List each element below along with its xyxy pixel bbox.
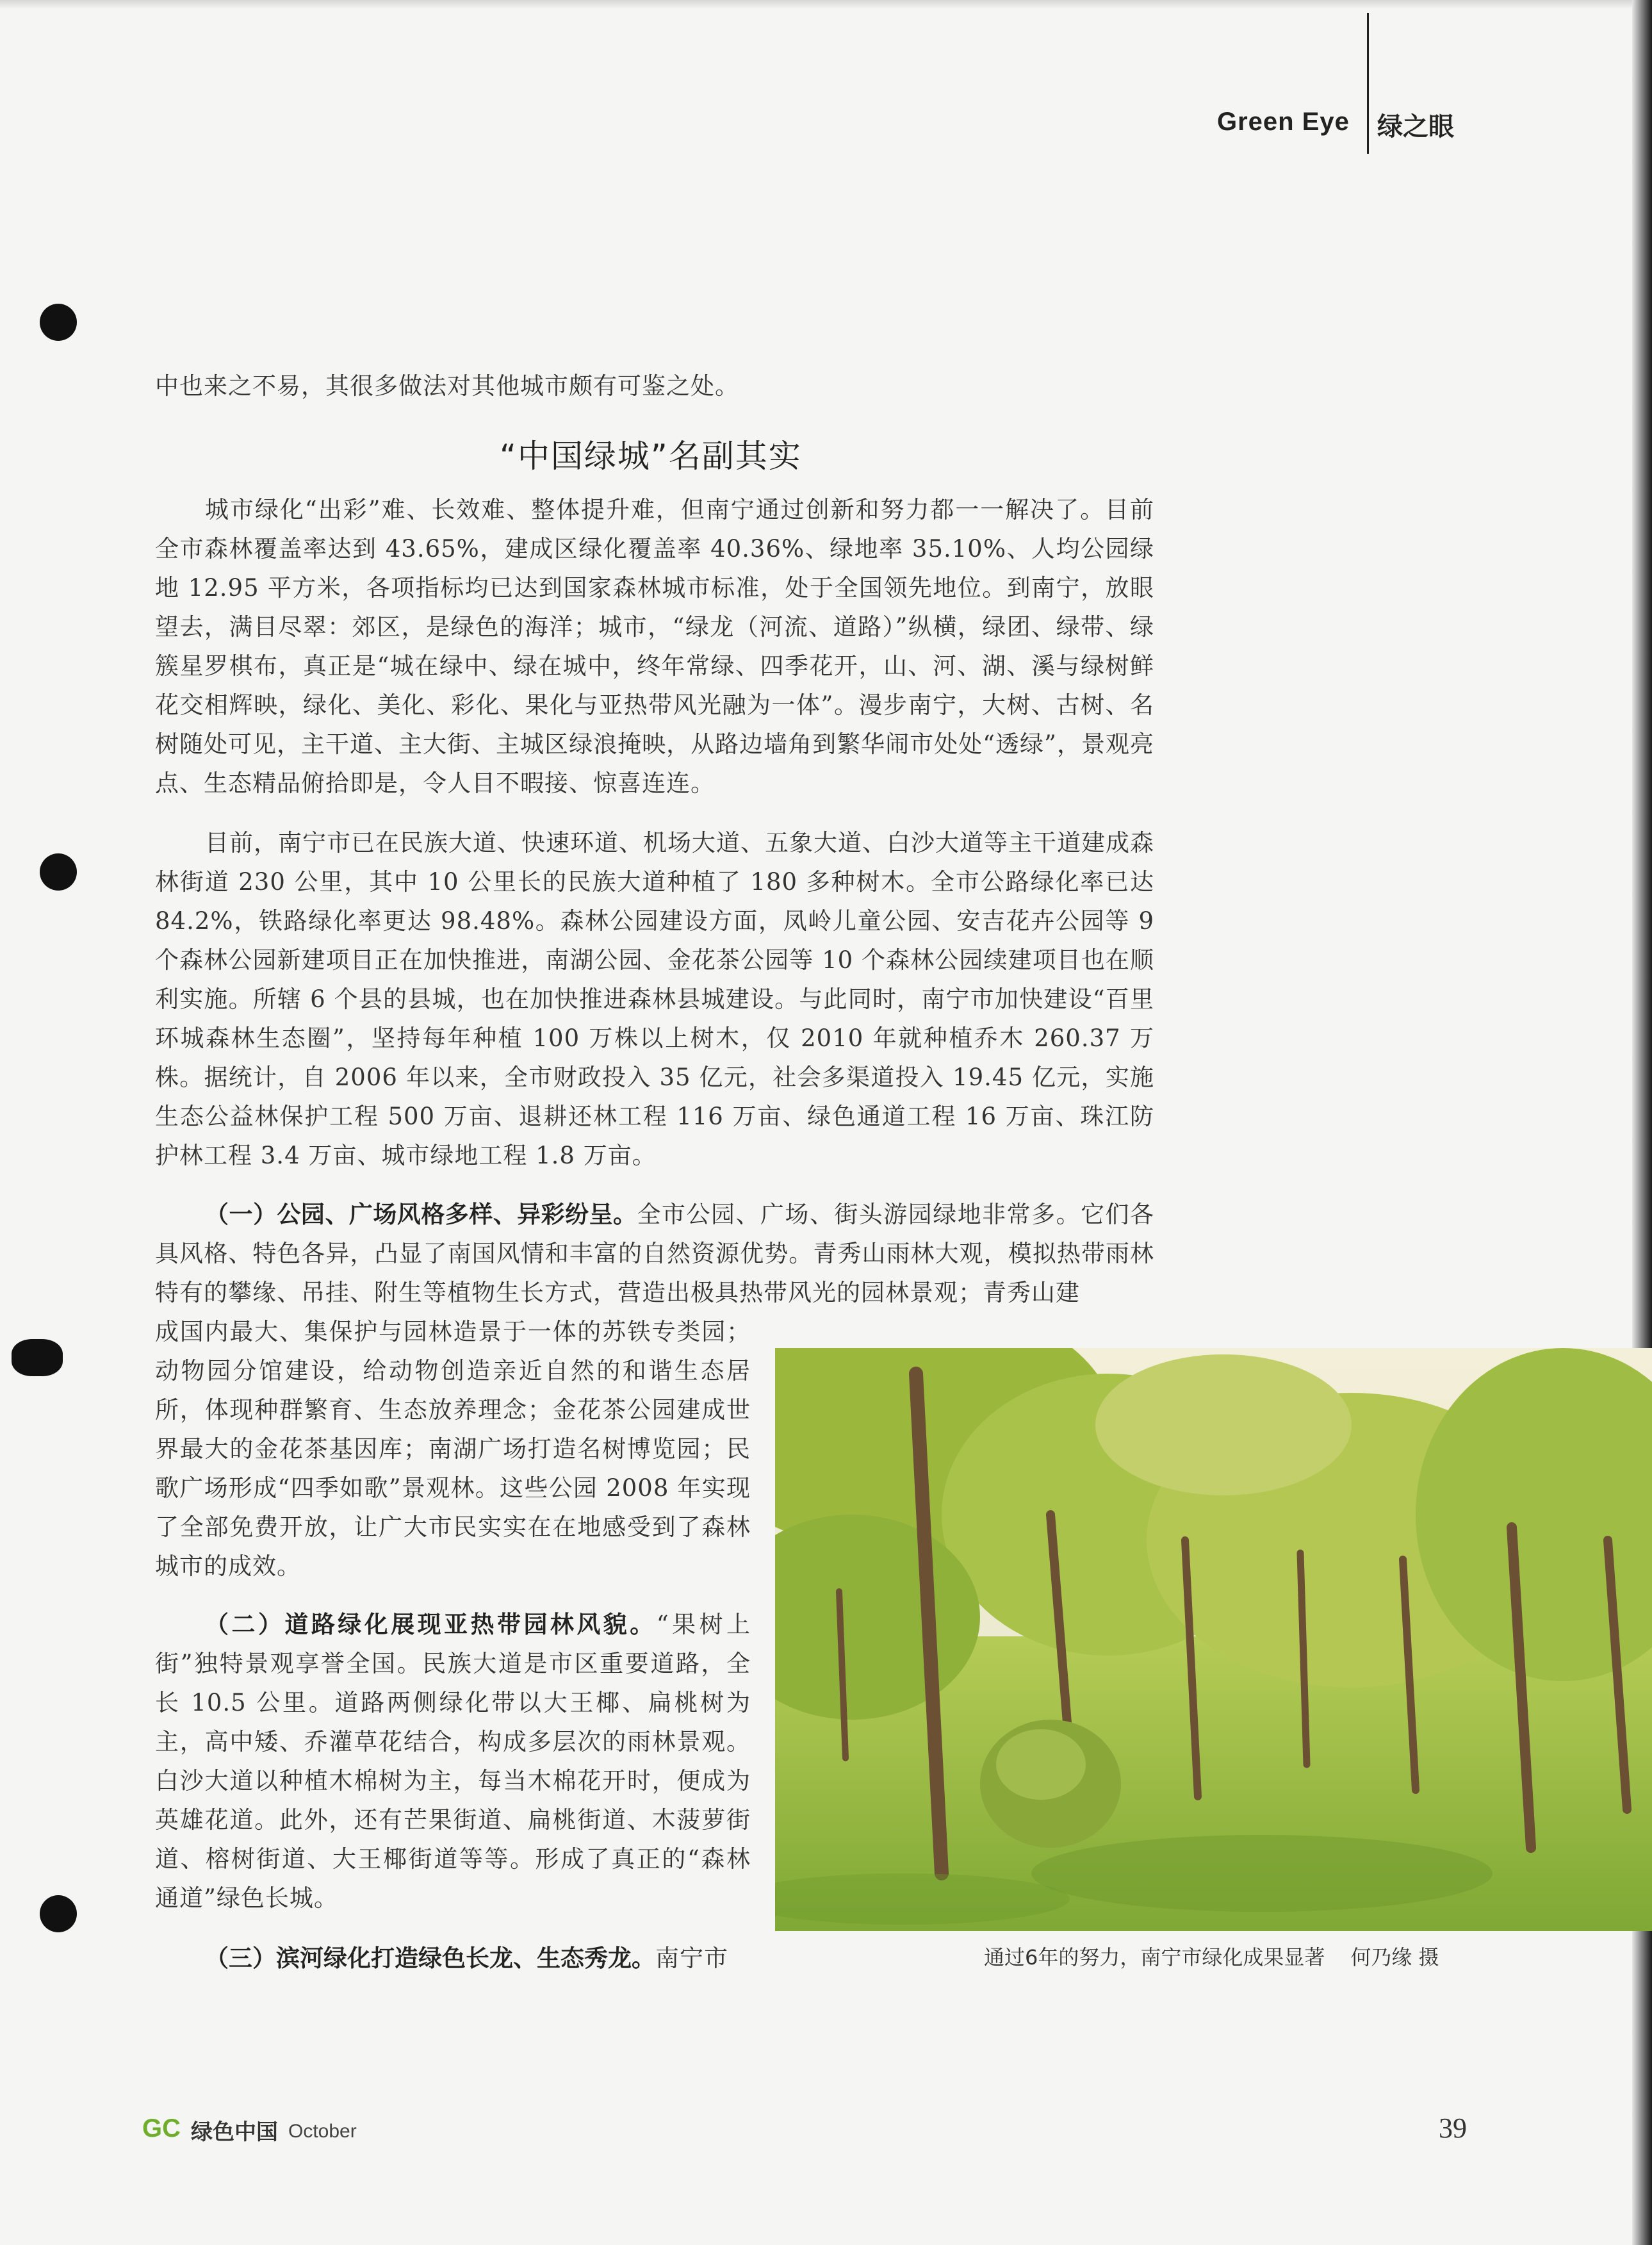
issue-month: October: [288, 2121, 357, 2142]
park-photo: [775, 1348, 1652, 1931]
intro-line: 中也来之不易，其很多做法对其他城市颇有可鉴之处。: [155, 372, 739, 400]
page-number: 39: [1439, 2112, 1467, 2144]
magazine-title: 绿色中国: [191, 2119, 278, 2145]
column-name-cn: 绿之眼: [1377, 112, 1454, 142]
punch-hole: [40, 853, 77, 891]
photo-caption: [984, 1941, 1439, 1971]
paragraph-2: 目前，南宁市已在民族大道、快速环道、机场大道、五象大道、白沙大道等主干道建成森林街道 230 公里，其中 10 公里长的民族大道种植了 180 多种树木。全市公路绿化率已达 84.2%，铁路绿化率更达 98.48%。森林公园建设方面，凤岭儿童公园、安吉花卉公园等 9 个森林公园新建项目正在加快推进，南湖公园、金花茶公园等 10 个森林公园续建项目也在顺利实施。所辖 6 个县的县城，也在加快推进森林县城建设。与此同时，南宁市加快建设“百里环城森林生态圈”，坚持每年种植 100 万株以上树木，仅 2010 年就种植乔木 260.37 万株。据统计，自 2006 年以来，全市财政投入 35 亿元，社会多渠道投入 19.45 亿元，实施生态公益林保护工程 500 万亩、退耕还林工程 116 万亩、绿色通道工程 16 万亩、珠江防护林工程 3.4 万亩、城市绿地工程 1.8 万亩。: [155, 829, 1154, 1169]
section-title: “中国绿城”名副其实: [500, 438, 802, 475]
column-name-en: Green Eye: [1217, 108, 1350, 136]
subheading-rivers: （三）滨河绿化打造绿色长龙、生态秀龙。: [205, 1945, 655, 1972]
caption-text: 通过6年的努力，南宁市绿化成果显著: [984, 1945, 1325, 1970]
paragraph-3: [155, 1195, 1154, 1312]
header-divider: [1367, 13, 1369, 154]
page-top-edge: [0, 0, 1652, 9]
paragraph-3-continued: 成国内最大、集保护与园林造景于一体的苏铁专类园；动物园分馆建设，给动物创造亲近自然的和谐生态居所，体现种群繁育、生态放养理念；金花茶公园建成世界最大的金花茶基因库；南湖广场打造名树博览园；民歌广场形成“四季如歌”景观林。这些公园 2008 年实现了全部免费开放，让广大市民实实在在地感受到了森林城市的成效。: [155, 1318, 751, 1580]
paragraph-4: [155, 1605, 751, 1918]
photo-credit: 何乃缘 摄: [1350, 1945, 1439, 1970]
paragraph-5: [155, 1939, 751, 1978]
punch-hole: [40, 304, 77, 341]
punch-hole: [12, 1339, 63, 1376]
punch-hole: [40, 1895, 77, 1932]
paragraph-4-text: “果树上街”独特景观享誉全国。民族大道是市区重要道路，全长 10.5 公里。道路两侧绿化带以大王椰、扁桃树为主，高中矮、乔灌草花结合，构成多层次的雨林景观。白沙大道以种植木棉树为主，每当木棉花开时，便成为英雄花道。此外，还有芒果街道、扁桃街道、木菠萝街道、榕树街道、大王椰街道等等。形成了真正的“森林通道”绿色长城。: [155, 1611, 751, 1912]
subheading-parks: （一）公园、广场风格多样、异彩纷呈。: [205, 1201, 637, 1228]
magazine-logo: GC: [142, 2114, 181, 2142]
paragraph-1: 城市绿化“出彩”难、长效难、整体提升难，但南宁通过创新和努力都一一解决了。目前全市森林覆盖率达到 43.65%，建成区绿化覆盖率 40.36%、绿地率 35.10%、人均公园绿地 12.95 平方米，各项指标均已达到国家森林城市标准，处于全国领先地位。到南宁，放眼望去，满目尽翠：郊区，是绿色的海洋；城市，“绿龙（河流、道路）”纵横，绿团、绿带、绿簇星罗棋布，真正是“城在绿中、绿在城中，终年常绿、四季花开，山、河、湖、溪与绿树鲜花交相辉映，绿化、美化、彩化、果化与亚热带风光融为一体”。漫步南宁，大树、古树、名树随处可见，主干道、主大街、主城区绿浪掩映，从路边墙角到繁华闹市处处“透绿”，景观亮点、生态精品俯拾即是，令人目不暇接、惊喜连连。: [155, 496, 1154, 797]
paragraph-3-text: 全市公园、广场、街头游园绿地非常多。它们各具风格、特色各异，凸显了南国风情和丰富的自然资源优势。青秀山雨林大观，模拟热带雨林特有的攀缘、吊挂、附生等植物生长方式，营造出极具热带风光的园林景观；青秀山建: [155, 1201, 1155, 1306]
paragraph-5-text: 南宁市: [655, 1945, 728, 1972]
subheading-roads: （二）道路绿化展现亚热带园林风貌。: [205, 1611, 657, 1638]
